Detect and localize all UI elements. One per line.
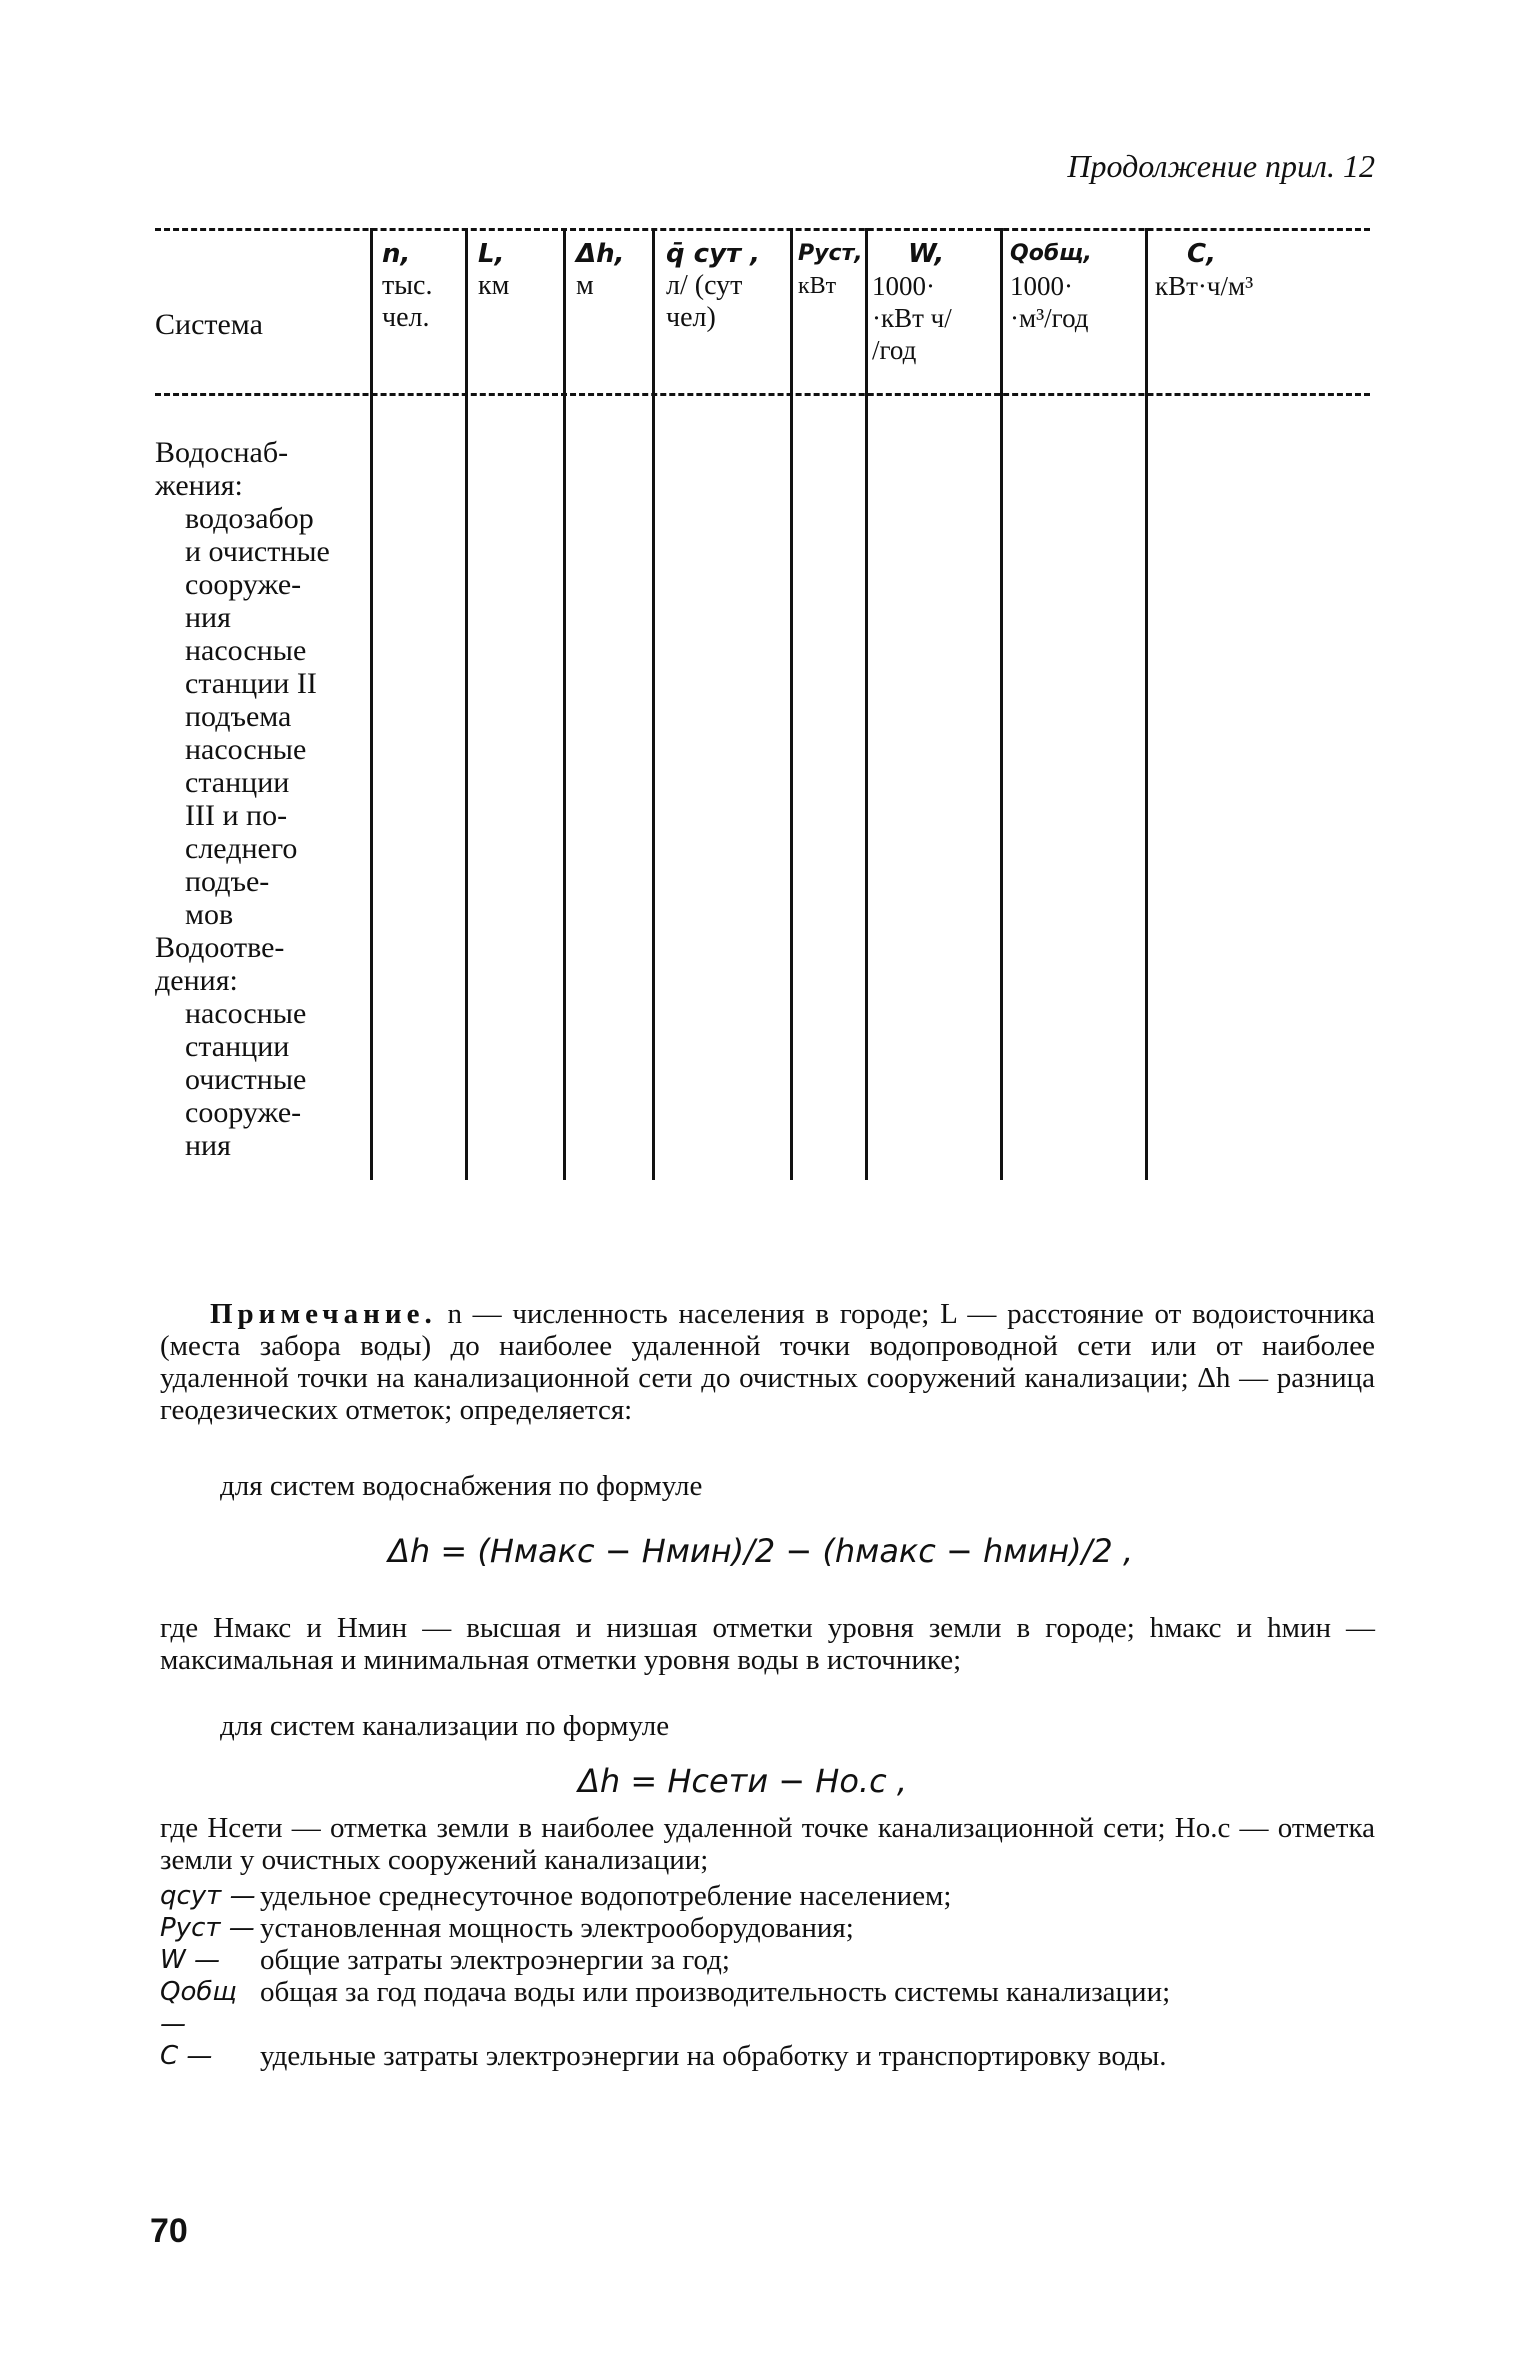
where-sewer: где Hсети — отметка земли в наиболее удаленной точке канализационной сети; Hо.с — отметка земли у очистных сооружений канализации; [160,1812,1375,1876]
legend-text: удельное среднесуточное водопотребление населением; [260,1880,952,1912]
table-row: ния [185,601,231,634]
col-divider [652,228,655,1180]
note-intro-text: n — численность населения в городе; L — расстояние от водоисточника (места забора воды) до наиболее удаленной точки водопроводной сети или от наиболее удаленной точки на канализационной сети до очистных сооружений канализации; Δh — разница геодезических отметок; определяется: [160,1298,1375,1426]
list-item [160,2040,1380,2072]
water-formula-lead: для систем водоснабжения по формуле [220,1470,703,1502]
table-row: сооруже- [185,568,302,601]
system-column-header: Система [155,308,263,341]
system-rows [155,436,330,1162]
col-header-p: Pуст, кВт [798,241,863,299]
note-intro [160,1298,1375,1426]
table-row: подъема [185,700,292,733]
table-row: III и по- [185,799,288,832]
formula-water: Δh = (Hмакс − Hмин)/2 − (hмакс − hмин)/2 , [388,1532,1134,1570]
continuation-header: Продолжение прил. 12 [1067,148,1375,184]
table-row: станции [185,766,290,799]
col-divider [370,228,373,1180]
col-header-dh: Δh, м [576,239,625,301]
table-row: насосные [185,733,307,766]
page-number: 70 [150,2212,188,2250]
table-row: дения: [155,964,238,997]
list-item [160,1976,1380,2040]
list-item [160,1944,1380,1976]
col-header-w: W, 1000· ·кВт ч/ /год [872,239,952,365]
table-row: следнего [185,832,298,865]
col-header-l: L, км [478,239,510,301]
list-item [160,1880,1380,1912]
col-divider [1000,228,1003,1180]
legend-symbol: qсут — [160,1881,256,1911]
table-header-rule [155,393,1370,396]
table-row: мов [185,898,234,931]
legend-symbol: Pуст — [160,1913,255,1943]
legend-symbol: W — [160,1945,220,1975]
col-divider [465,228,468,1180]
legend-text: общая за год подача воды или производительность системы канализации; [260,1976,1171,2008]
col-divider [790,228,793,1180]
col-divider [865,228,868,1180]
table-row: сооруже- [185,1096,302,1129]
table-row: Водоотве- [155,931,285,964]
table-top-rule [155,228,1370,231]
table-row: станции [185,1030,290,1063]
legend-text: удельные затраты электроэнергии на обработку и транспортировку воды. [260,2040,1167,2072]
table-row: и очистные [185,535,330,568]
symbol-legend [160,1880,1380,2072]
formula-sewer: Δh = Hсети − Hо.с , [578,1762,908,1800]
table-row: жения: [155,469,243,502]
col-header-n: n, тыс. чел. [382,239,433,333]
legend-text: установленная мощность электрооборудования; [260,1912,854,1944]
note-label: Примечание. [210,1298,437,1330]
table-row: подъе- [185,865,270,898]
where-water: где Hмакс и Hмин — высшая и низшая отметки уровня земли в городе; hмакс и hмин — максимальная и минимальная отметки уровня воды в источнике; [160,1612,1375,1676]
list-item [160,1912,1380,1944]
legend-text: общие затраты электроэнергии за год; [260,1944,730,1976]
table-row: насосные [185,634,307,667]
table-row: ния [185,1129,231,1162]
col-header-q: q̄ сут , л/ (сут чел) [666,239,761,333]
col-header-c: C, кВт·ч/м³ [1155,239,1254,301]
legend-symbol: C — [160,2041,213,2071]
table-row: станции II [185,667,317,700]
table-row: водозабор [185,502,314,535]
table-row: Водоснаб- [155,436,289,469]
legend-symbol: Qобщ — [160,1977,237,2039]
col-divider [563,228,566,1180]
sewer-formula-lead: для систем канализации по формуле [220,1710,670,1742]
col-header-q-total: Qобщ, 1000· ·м³/год [1010,241,1092,333]
col-divider [1145,228,1148,1180]
table-row: насосные [185,997,307,1030]
table-row: очистные [185,1063,307,1096]
